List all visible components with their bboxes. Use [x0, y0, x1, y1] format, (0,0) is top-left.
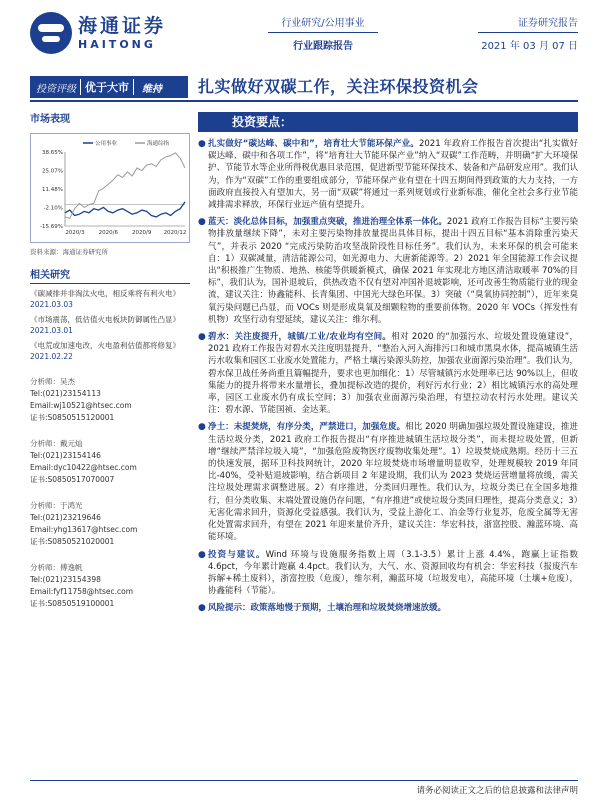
report-type: 行业跟踪报告: [293, 41, 353, 52]
highlight-item: [198, 602, 578, 614]
analyst-cert: 证书:S0850517070007: [30, 475, 115, 484]
related-title: 《市场震荡，低估值火电板块防御属性凸显》: [30, 315, 180, 324]
analyst-name: 分析师：傅逸帆: [30, 563, 83, 572]
related-item[interactable]: [30, 340, 190, 362]
y-tick-label: 11.48%: [42, 187, 63, 193]
series-line-haitong-index: [65, 153, 185, 218]
analyst-tel: Tel:(021)23154113: [30, 389, 101, 398]
highlight-item: [198, 331, 578, 416]
analyst-tel: Tel:(021)23154398: [30, 575, 101, 584]
related-item[interactable]: [30, 314, 190, 336]
analyst-cert: 证书:S0850521020001: [30, 537, 115, 546]
analyst-card: [30, 562, 190, 610]
highlight-body: 相对 2020 的“加强污水、垃圾处置设施建设”，2021 政府工作报告对碧水关注度明显提升，“整治入河入海排污口和城市黑臭水体，提高城镇生活污水收集和园区工业废水处置能力，严格土壤污染源头防控，加强农业面源污染治理”。我们认为，碧水保卫战任务尚重且篇幅提升，要求也更加细化：1）尽管城镇污水处理率已达 90%以上，但收集能力的提升将带来水量增长，叠加提标改造的提价，利好污水行业；2）相比城镇污水的高处理率，园区工业废水仍有成长空间；3）加强农业面源污染治理，有望拉动农村污水处理。建议关注：碧水源、节能国祯、金达莱。: [208, 332, 578, 416]
highlight-lead: 投资与建议。: [208, 549, 266, 560]
legend-label: 海通综指: [147, 141, 170, 147]
highlight-item: [198, 216, 578, 326]
bullet-icon: ●: [198, 603, 206, 614]
highlight-lead: 扎实做好“碳达峰、碳中和”，培育壮大节能环保产业。: [208, 139, 419, 149]
performance-chart-svg: [31, 134, 191, 244]
bullet-icon: ●: [198, 139, 206, 149]
legend-label: 公用事业: [95, 141, 118, 147]
highlight-body: 相比 2020 明确加强垃圾处置设施建设，推进生活垃圾分类，2021 政府工作报告提出“有序推进城镇生活垃圾分类”，而未提垃圾处置，但新增“继续严禁洋垃圾入境”，“加强危险废物医疗废物收集处理”。1）垃圾焚烧成熟期。经历十三五的快速发展，据环卫科技网统计，2020 年垃圾焚烧市场增量明显收窄，处理规模较 2019 年同比-40%，受补贴退坡影响，结合新项目 2 年建设期，我们认为 2023 焚烧运营增量将放缓，需关注垃圾处理需求调整进展。2）有序推进，分类回归理性。我们认为，垃圾分类已在全国多地推行，但分类收集、末端处置设施仍存问题，“有序推进”或使垃圾分类回归理性，提高分类意义；3）无害化需求回升，资源化受益感强。我们认为，受益上游化工、冶金等行业复苏，危废全属等无害化处置需求回升，有望在 2021 年迎来量价齐升，建议关注：华宏科技，浙富控股、瀚蓝环境、高能环境。: [208, 422, 578, 543]
series-line-utilities: [65, 202, 185, 217]
footer-disclaimer: 请务必阅读正文之后的信息披露和法律声明: [416, 786, 578, 796]
highlight-item: [198, 421, 578, 543]
y-tick-label: 38.65%: [42, 150, 63, 156]
analyst-email[interactable]: Email:fyf11758@htsec.com: [30, 587, 134, 596]
analyst-card: [30, 438, 190, 486]
highlight-body: Wind 环境与设施服务指数上周（3.1-3.5）累计上涨 4.4%，跑赢上证指数 4.6pct，今年累计跑赢 4.4pct。我们认为，大气、水、资源回收均有机会：华宏科技（报废汽车拆解+稀土废料），浙富控股（危废），维尔利，瀚蓝环境（垃圾发电），高能环境（土壤+危废），协鑫能科（节能）。: [208, 549, 578, 597]
y-tick-label: -2.10%: [43, 205, 63, 212]
analyst-email[interactable]: Email:yhg13617@htsec.com: [30, 525, 138, 534]
investment-highlights-heading: 投资要点：: [198, 112, 578, 132]
header-category: [268, 14, 378, 52]
investment-rating: [30, 76, 188, 98]
report-date: 2021 年 03 月 07 日: [481, 41, 578, 52]
logo-chinese-name: 海通证券: [78, 15, 167, 37]
analyst-cert: 证书:S0850515120001: [30, 413, 115, 422]
related-date: 2021.03.01: [30, 326, 73, 335]
highlight-body: 2021 年政府工作报告首次提出“扎实做好碳达峰、碳中和各项工作”，将“培育壮大节能环保产业”纳入“双碳”工作范畴，并明确“扩大环境保护、节能节水等企业所得税优惠目录范围，促进新型节能环保技术、装备和产品研发应用”。我们认为，作为“双碳”工作的重要组成部分，节能环保产业有望在十四五期间得到政策的大力支持，一方面政府直接投入有望加大，另一面“双碳”将通过一系列规划或行业新标准，催化全社会多行业节能减排需求释放，环保行业远产值有望提升。: [208, 139, 578, 211]
y-tick-label: -15.69%: [40, 224, 63, 230]
analyst-name: 分析师：于鸿光: [30, 501, 83, 510]
rating-status: 维持: [142, 83, 162, 95]
highlight-body: 2021 政府工作报告目标“主要污染物排放量继续下降”，未对主要污染物排放量提出具体目标，提出十四五目标“基本消除重污染天气”，并表示 2020 “完成污染防治攻坚战阶段性目标任务”。我们认为，未来环保的机会可能来自：1）双碳减量，清洁能源公司，如光源电力、大唐新能源等。2）2021 年全国能源工作会议提出“积极推广生物质、地热、核能等供暖新模式，确保 2021 年实现北方地区清洁取暖率 70%的目标”，我们认为，国补退坡后，供热改造不仅有望对冲国补退坡影响，还可改善生物质能行业的现金流，建议关注：协鑫能科、长青集团、中国光大绿色环保。3）突破（“臭氧协同控制”），近年来臭氧污染问题已凸显，而 VOCs 则是形成臭氧及细颗粒物的重要前体物。2020 年 VOCs（挥发性有机物）攻坚行动有望延续，建议关注：维尔利。: [208, 217, 578, 325]
related-title: 《碳减排并非淘汰火电，相反乘将有利火电》: [30, 289, 180, 298]
analyst-tel: Tel:(021)23154146: [30, 451, 101, 460]
market-performance-chart: [30, 133, 190, 243]
related-date: 2021.02.22: [30, 352, 73, 361]
highlight-lead: 蓝天：淡化总体目标，加强重点突破，推进治理全体系一体化。: [208, 217, 447, 228]
bullet-icon: ●: [198, 549, 206, 560]
bullet-icon: ●: [198, 332, 206, 343]
analyst-card: [30, 376, 190, 424]
x-tick-label: 2020/6: [98, 230, 119, 236]
analyst-email[interactable]: Email:wj10521@htsec.com: [30, 401, 132, 410]
logo-english-name: HAITONG: [78, 38, 156, 51]
x-tick-label: 2020/3: [65, 230, 85, 236]
related-date: 2021.03.03: [30, 300, 73, 309]
related-research-heading: 相关研究: [30, 266, 190, 284]
industry-category: 行业研究/公用事业: [268, 14, 378, 33]
analyst-tel: Tel:(021)23219646: [30, 513, 101, 522]
analyst-name: 分析师：戴元灿: [30, 439, 83, 448]
x-tick-label: 2020/9: [131, 230, 152, 236]
highlight-lead: 碧水：关注废提升，城镇/工业/农业均有空间。: [208, 332, 392, 343]
chart-source: 资料来源：海通证券研究所: [30, 248, 108, 256]
bullet-icon: ●: [198, 217, 206, 228]
market-performance-heading: 市场表现: [30, 114, 70, 125]
page-title: 扎实做好双碳工作，关注环保投资机会: [198, 77, 479, 96]
report-header: [0, 0, 600, 62]
analyst-email[interactable]: Email:dyc10422@htsec.com: [30, 463, 137, 472]
highlight-lead: 净土：未提焚烧，有序分类，严禁进口，加强危废。: [208, 422, 406, 433]
related-item[interactable]: [30, 288, 190, 310]
footer-divider: [30, 780, 578, 781]
title-divider: [30, 100, 578, 102]
haitong-logo: [30, 10, 190, 56]
analyst-card: [30, 500, 190, 548]
related-title: 《电荒或加速电改，火电盈利估值都将修复》: [30, 341, 180, 350]
header-meta: [478, 14, 578, 52]
analyst-cert: 证书:S0850519100001: [30, 599, 115, 608]
investment-highlights: [198, 138, 578, 620]
bullet-icon: ●: [198, 422, 206, 433]
rating-value: 优于大市: [80, 79, 134, 95]
rating-label: 投资评级: [36, 83, 76, 95]
analyst-name: 分析师：吴杰: [30, 377, 75, 386]
sidebar: [30, 104, 190, 610]
highlight-item: [198, 549, 578, 598]
haitong-logo-icon: [30, 12, 72, 54]
highlight-lead: 风险提示：政策落地慢于预期，土壤治理和垃圾焚烧增速放缓。: [208, 603, 447, 614]
y-tick-label: 25.07%: [42, 168, 63, 175]
x-tick-label: 2020/12: [163, 230, 187, 236]
doc-type: 证券研究报告: [478, 14, 578, 33]
highlight-item: [198, 138, 578, 211]
